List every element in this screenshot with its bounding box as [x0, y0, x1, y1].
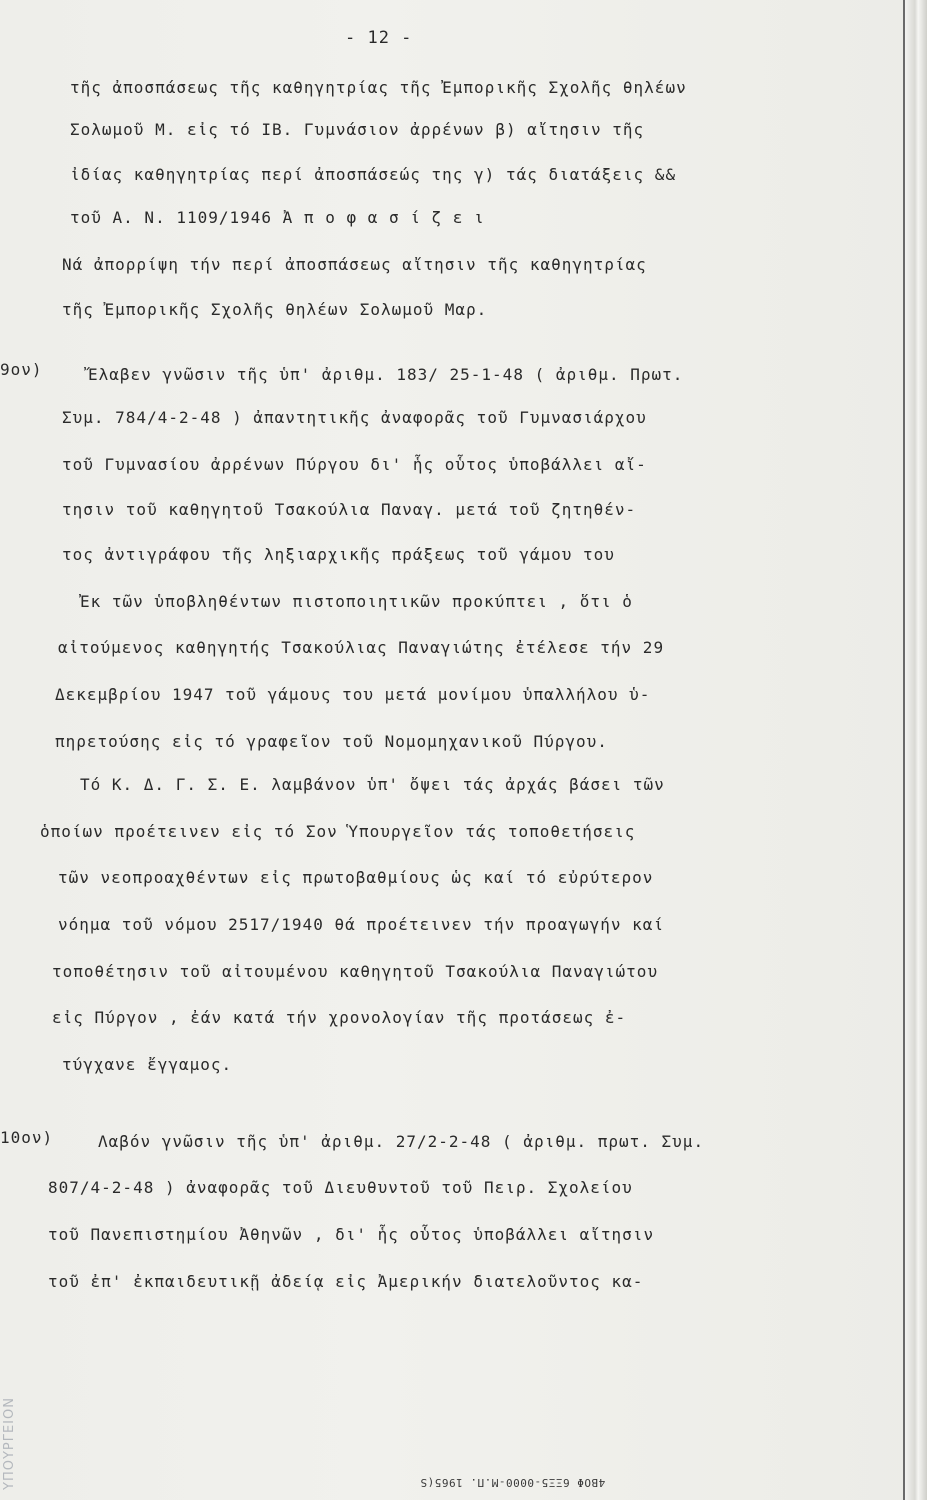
item-number: 9ον): [0, 360, 43, 379]
item-number: 10ον): [0, 1128, 54, 1147]
text-line: Ἔλαβεν γνῶσιν τῆς ὑπ' ἀριθμ. 183/ 25-1-48 ( ἀριθμ. Πρωτ.: [88, 365, 684, 384]
text-line: τύγχανε ἔγγαμος.: [62, 1055, 233, 1074]
text-line: Δεκεμβρίου 1947 τοῦ γάμους του μετά μονίμου ὑπαλλήλου ὑ-: [55, 685, 651, 704]
text-line: τοῦ Α. Ν. 1109/1946 Ἀ π ο φ α σ ί ζ ε ι: [70, 208, 485, 227]
text-line: τοποθέτησιν τοῦ αἰτουμένου καθηγητοῦ Τσακούλια Παναγιώτου: [52, 962, 659, 981]
text-line: τῆς Ἐμπορικῆς Σχολῆς θηλέων Σολωμοῦ Μαρ.: [62, 300, 488, 319]
text-line: 807/4-2-48 ) ἀναφορᾶς τοῦ Διευθυντοῦ τοῦ Πειρ. Σχολείου: [48, 1178, 633, 1197]
text-line: τος ἀντιγράφου τῆς ληξιαρχικῆς πράξεως τοῦ γάμου του: [62, 545, 615, 564]
text-line: τοῦ Γυμνασίου ἀρρένων Πύργου δι' ἧς οὗτος ὑποβάλλει αἴ-: [62, 455, 647, 474]
page-number: - 12 -: [345, 28, 413, 48]
text-line: Τό Κ. Δ. Γ. Σ. Ε. λαμβάνον ὑπ' ὄψει τάς ἀρχάς βάσει τῶν: [80, 775, 665, 794]
printer-footer: 4ΒΟΦ 6ΞΞ5-0000-Μ.Π. 1965(S: [420, 1476, 606, 1489]
text-line: Ἐκ τῶν ὑποβληθέντων πιστοποιητικῶν προκύπτει , ὅτι ὁ: [80, 592, 633, 611]
text-line: Λαβόν γνῶσιν τῆς ὑπ' ἀριθμ. 27/2-2-48 ( ἀριθμ. πρωτ. Συμ.: [98, 1132, 705, 1151]
text-line: νόημα τοῦ νόμου 2517/1940 θά προέτεινεν τήν προαγωγήν καί: [58, 915, 665, 934]
text-line: Σολωμοῦ Μ. εἰς τό ΙΒ. Γυμνάσιον ἀρρένων β) αἴτησιν τῆς: [70, 120, 645, 139]
text-line: Συμ. 784/4-2-48 ) ἀπαντητικῆς ἀναφορᾶς τοῦ Γυμνασιάρχου: [62, 408, 647, 427]
text-line: τοῦ ἐπ' ἐκπαιδευτικῇ ἀδείᾳ εἰς Ἀμερικήν διατελοῦντος κα-: [48, 1272, 644, 1291]
text-line: ὁποίων προέτεινεν εἰς τό Σον Ὑπουργεῖον τάς τοποθετήσεις: [40, 822, 636, 841]
margin-stamp: ΥΠΟΥΡΓΕΙΟΝ: [2, 1397, 17, 1490]
text-line: αἰτούμενος καθηγητής Τσακούλιας Παναγιώτης ἐτέλεσε τήν 29: [58, 638, 665, 657]
text-line: τησιν τοῦ καθηγητοῦ Τσακούλια Παναγ. μετά τοῦ ζητηθέν-: [62, 500, 637, 519]
page-binding-edge: [903, 0, 927, 1500]
text-line: ἰδίας καθηγητρίας περί ἀποσπάσεώς της γ) τάς διατάξεις &&: [70, 165, 677, 184]
text-line: τοῦ Πανεπιστημίου Ἀθηνῶν , δι' ἧς οὗτος ὑποβάλλει αἴτησιν: [48, 1225, 655, 1244]
text-line: τῆς ἀποσπάσεως τῆς καθηγητρίας τῆς Ἐμπορικῆς Σχολῆς θηλέων: [70, 78, 687, 97]
text-line: Νά ἀπορρίψη τήν περί ἀποσπάσεως αἴτησιν τῆς καθηγητρίας: [62, 255, 647, 274]
text-line: εἰς Πύργον , ἐάν κατά τήν χρονολογίαν τῆς προτάσεως ἐ-: [52, 1008, 627, 1027]
text-line: τῶν νεοπροαχθέντων εἰς πρωτοβαθμίους ὡς καί τό εὐρύτερον: [58, 868, 654, 887]
text-line: πηρετούσης εἰς τό γραφεῖον τοῦ Νομομηχανικοῦ Πύργου.: [55, 732, 608, 751]
